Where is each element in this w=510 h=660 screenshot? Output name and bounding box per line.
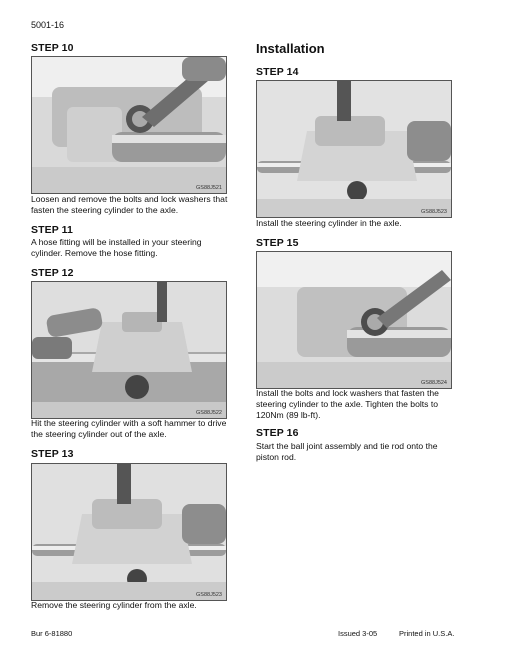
footer-issued: Issued 3-05 xyxy=(338,629,378,638)
step-13-text-line: Remove the steering cylinder from the axle. xyxy=(31,600,197,610)
step-13-photo-code: GS88J523 xyxy=(196,592,222,598)
step-14-text-line: Install the steering cylinder in the axle. xyxy=(256,218,402,228)
step-11-text xyxy=(31,237,231,259)
step-11-text-line: cylinder. Remove the hose fitting. xyxy=(31,248,158,258)
step-10-photo-code: GS88J521 xyxy=(196,185,222,191)
step-13-text xyxy=(31,600,231,611)
step-16-title: STEP 16 xyxy=(256,427,299,439)
footer-printed: Printed in U.S.A. xyxy=(399,629,455,638)
page-number: 5001-16 xyxy=(31,20,65,30)
step-10-text xyxy=(31,194,231,216)
step-13-title: STEP 13 xyxy=(31,448,74,460)
section-title-installation: Installation xyxy=(256,41,325,56)
step-14-text xyxy=(256,218,456,229)
step-14-title: STEP 14 xyxy=(256,66,299,78)
step-12-text-line: Hit the steering cylinder with a soft hammer to drive xyxy=(31,418,227,428)
step-12-photo-code: GS88J522 xyxy=(196,410,222,416)
footer-document-number: Bur 6-81880 xyxy=(31,629,73,638)
step-10-title: STEP 10 xyxy=(31,42,74,54)
step-11-title: STEP 11 xyxy=(31,224,73,236)
step-10-text-line: Loosen and remove the bolts and lock washers that xyxy=(31,194,228,204)
step-10-photo xyxy=(31,56,227,194)
step-10-text-line: fasten the steering cylinder to the axle. xyxy=(31,205,179,215)
step-16-text-line: Start the ball joint assembly and tie rod onto the xyxy=(256,441,438,451)
step-12-text xyxy=(31,418,231,440)
step-15-title: STEP 15 xyxy=(256,237,299,249)
step-12-photo xyxy=(31,281,227,419)
step-15-text-line: Install the bolts and lock washers that fasten the xyxy=(256,388,439,398)
step-14-photo xyxy=(256,80,452,218)
step-15-text-line: 120Nm (89 lb-ft). xyxy=(256,410,321,420)
step-12-text-line: the steering cylinder out of the axle. xyxy=(31,429,167,439)
step-15-photo-code: GS88J524 xyxy=(421,380,447,386)
step-15-text xyxy=(256,388,452,421)
step-16-text xyxy=(256,441,452,463)
step-14-photo-code: GS88J523 xyxy=(421,209,447,215)
step-16-text-line: piston rod. xyxy=(256,452,297,462)
step-15-photo xyxy=(256,251,452,389)
step-11-text-line: A hose fitting will be installed in your steering xyxy=(31,237,202,247)
step-12-title: STEP 12 xyxy=(31,267,74,279)
step-13-photo xyxy=(31,463,227,601)
step-15-text-line: steering cylinder to the axle. Tighten the bolts to xyxy=(256,399,439,409)
